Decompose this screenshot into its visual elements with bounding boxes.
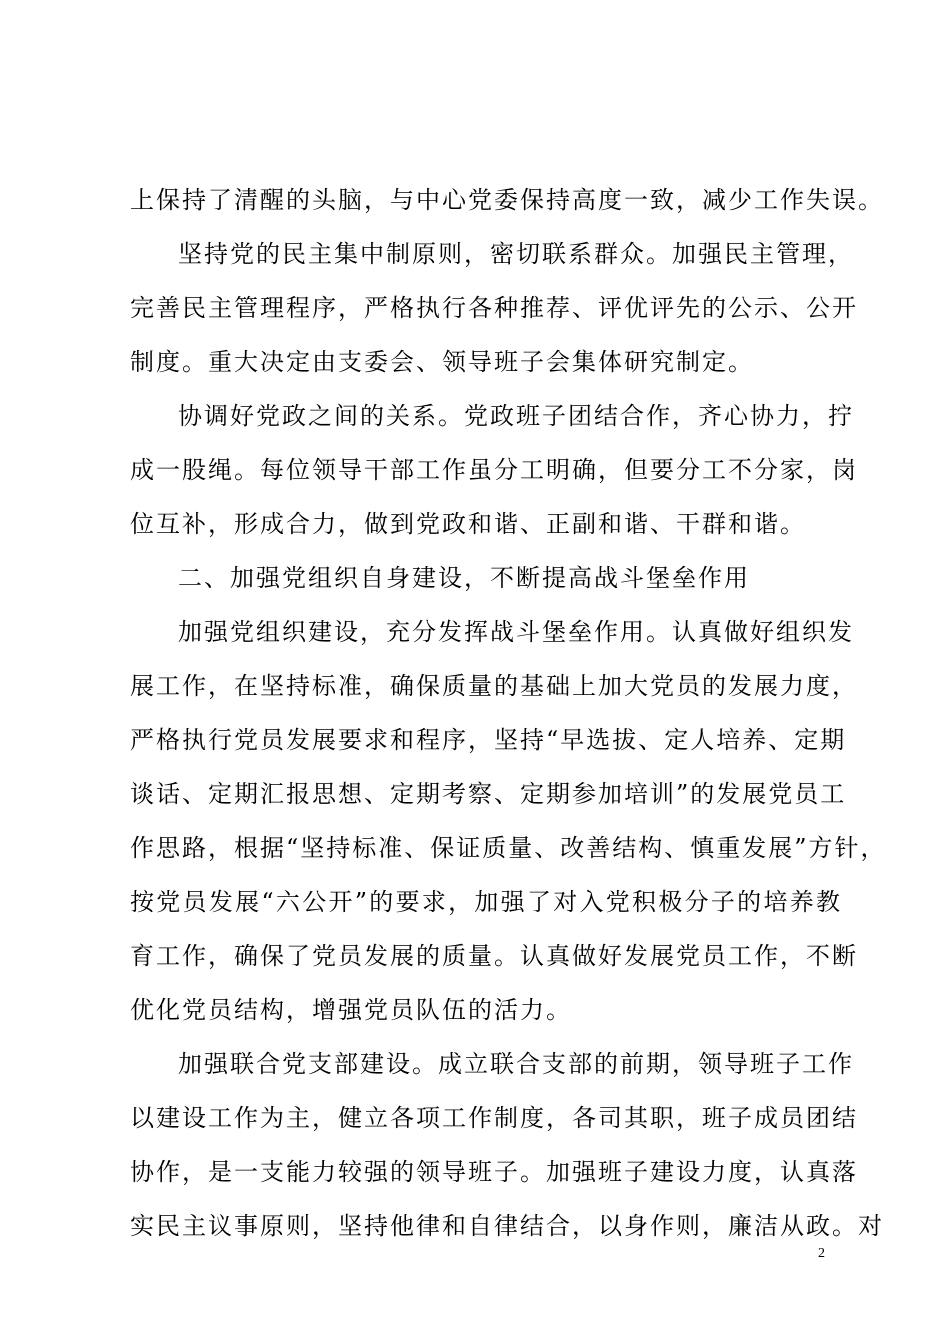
text-line-1: 上保持了清醒的头脑，与中心党委保持高度一致，减少工作失误。 (130, 186, 884, 214)
text-line-9: 加强党组织建设，充分发挥战斗堡垒作用。认真做好组织发 (178, 618, 854, 646)
text-line-12: 谈话、定期汇报思想、定期考察、定期参加培训”的发展党员工 (130, 780, 847, 808)
text-line-20: 实民主议事原则，坚持他律和自律结合，以身作则，廉洁从政。对 (130, 1212, 884, 1240)
text-line-18: 以建设工作为主，健立各项工作制度，各司其职，班子成员团结 (130, 1104, 858, 1132)
text-line-4: 制度。重大决定由支委会、领导班子会集体研究制定。 (130, 348, 754, 376)
text-line-19: 协作，是一支能力较强的领导班子。加强班子建设力度，认真落 (130, 1158, 858, 1186)
text-line-6: 成一股绳。每位领导干部工作虽分工明确，但要分工不分家，岗 (130, 456, 858, 484)
text-line-13: 作思路，根据“坚持标准、保证质量、改善结构、慎重发展”方针， (130, 834, 887, 862)
text-line-3: 完善民主管理程序，严格执行各种推荐、评优评先的公示、公开 (130, 294, 858, 322)
text-line-16: 优化党员结构，增强党员队伍的活力。 (130, 996, 572, 1024)
text-line-5: 协调好党政之间的关系。党政班子团结合作，齐心协力，拧 (178, 402, 854, 430)
text-line-10: 展工作，在坚持标准，确保质量的基础上加大党员的发展力度， (130, 672, 858, 700)
section-heading-2: 二、加强党组织自身建设，不断提高战斗堡垒作用 (178, 564, 750, 592)
text-line-15: 育工作，确保了党员发展的质量。认真做好发展党员工作，不断 (130, 942, 858, 970)
text-line-17: 加强联合党支部建设。成立联合支部的前期，领导班子工作 (178, 1050, 854, 1078)
text-line-14: 按党员发展“六公开”的要求，加强了对入党积极分子的培养教 (130, 888, 842, 916)
text-line-11: 严格执行党员发展要求和程序，坚持“早选拔、定人培养、定期 (130, 726, 847, 754)
text-line-2: 坚持党的民主集中制原则，密切联系群众。加强民主管理， (178, 240, 854, 268)
text-line-7: 位互补，形成合力，做到党政和谐、正副和谐、干群和谐。 (130, 510, 806, 538)
page-number: 2 (818, 1246, 825, 1261)
